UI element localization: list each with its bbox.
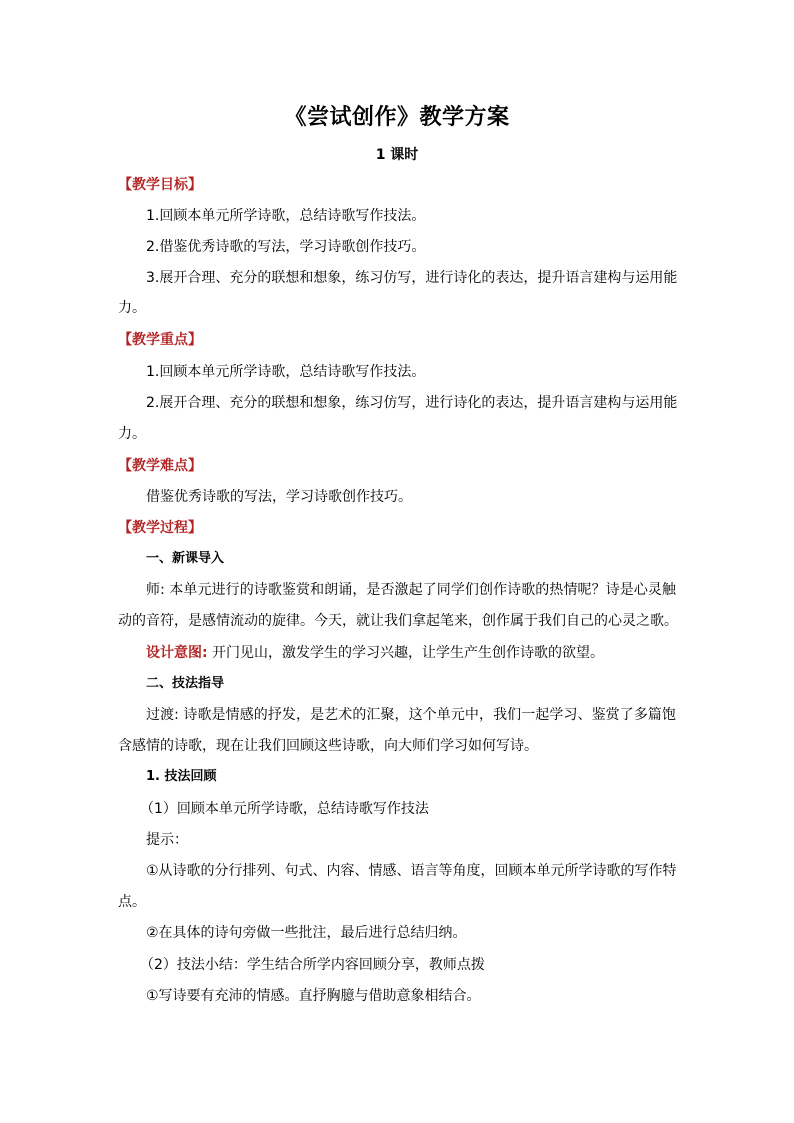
design-intent-text: 开门见山，激发学生的学习兴趣，让学生产生创作诗歌的欲望。: [207, 645, 605, 661]
page-title: 《尝试创作》教学方案: [284, 105, 510, 130]
design-intent-label: 设计意图:: [146, 645, 208, 661]
section-title: 二、技法指导: [146, 676, 225, 691]
key-point-item: 1.回顾本单元所学诗歌，总结诗歌写作技法。: [146, 364, 426, 380]
subsection-title: 1. 技法回顾: [146, 769, 217, 784]
subsection-item: （2）技法小结：学生结合所学内容回顾分享，教师点拨: [140, 957, 485, 973]
objective-item: 3.展开合理、充分的联想和想象，练习仿写，进行诗化的表达，提升语言建构与运用能: [146, 270, 678, 286]
tip-item: ①从诗歌的分行排列、句式、内容、情感、语言等角度，回顾本单元所学诗歌的写作特: [146, 863, 677, 879]
paragraph-line: 师: 本单元进行的诗歌鉴赏和朗诵，是否激起了同学们创作诗歌的热情呢？诗是心灵触: [146, 582, 676, 598]
difficulties-text: 借鉴优秀诗歌的写法，学习诗歌创作技巧。: [146, 489, 412, 505]
key-point-item: 2.展开合理、充分的联想和想象，练习仿写，进行诗化的表达，提升语言建构与运用能: [146, 395, 678, 411]
tip-item: ②在具体的诗句旁做一些批注，最后进行总结归纳。: [146, 925, 467, 941]
key-points-heading: 【教学重点】: [118, 332, 202, 348]
section-title: 一、新课导入: [146, 551, 225, 566]
objective-item: 2.借鉴优秀诗歌的写法，学习诗歌创作技巧。: [146, 239, 426, 255]
design-intent: [118, 643, 704, 663]
summary-item: ①写诗要有充沛的情感。直抒胸臆与借助意象相结合。: [146, 988, 481, 1004]
tip-item-continued: 点。: [118, 894, 146, 910]
paragraph-line: 动的音符，是感情流动的旋律。今天，就让我们拿起笔来，创作属于我们自己的心灵之歌。: [118, 613, 678, 629]
subsection-item: （1）回顾本单元所学诗歌，总结诗歌写作技法: [140, 801, 429, 817]
objective-item: 1.回顾本单元所学诗歌，总结诗歌写作技法。: [146, 208, 426, 224]
key-point-item-continued: 力。: [118, 426, 146, 442]
paragraph-line: 过渡: 诗歌是情感的抒发，是艺术的汇聚，这个单元中，我们一起学习、鉴赏了多篇饱: [146, 707, 676, 723]
process-heading: 【教学过程】: [118, 520, 202, 536]
objective-item-continued: 力。: [118, 300, 146, 316]
objectives-heading: 【教学目标】: [118, 177, 202, 193]
tip-label: 提示：: [146, 832, 188, 848]
difficulties-heading: 【教学难点】: [118, 458, 202, 474]
page-subtitle: 1 课时: [375, 147, 419, 163]
paragraph-line: 含感情的诗歌，现在让我们回顾这些诗歌，向大师们学习如何写诗。: [118, 738, 538, 754]
